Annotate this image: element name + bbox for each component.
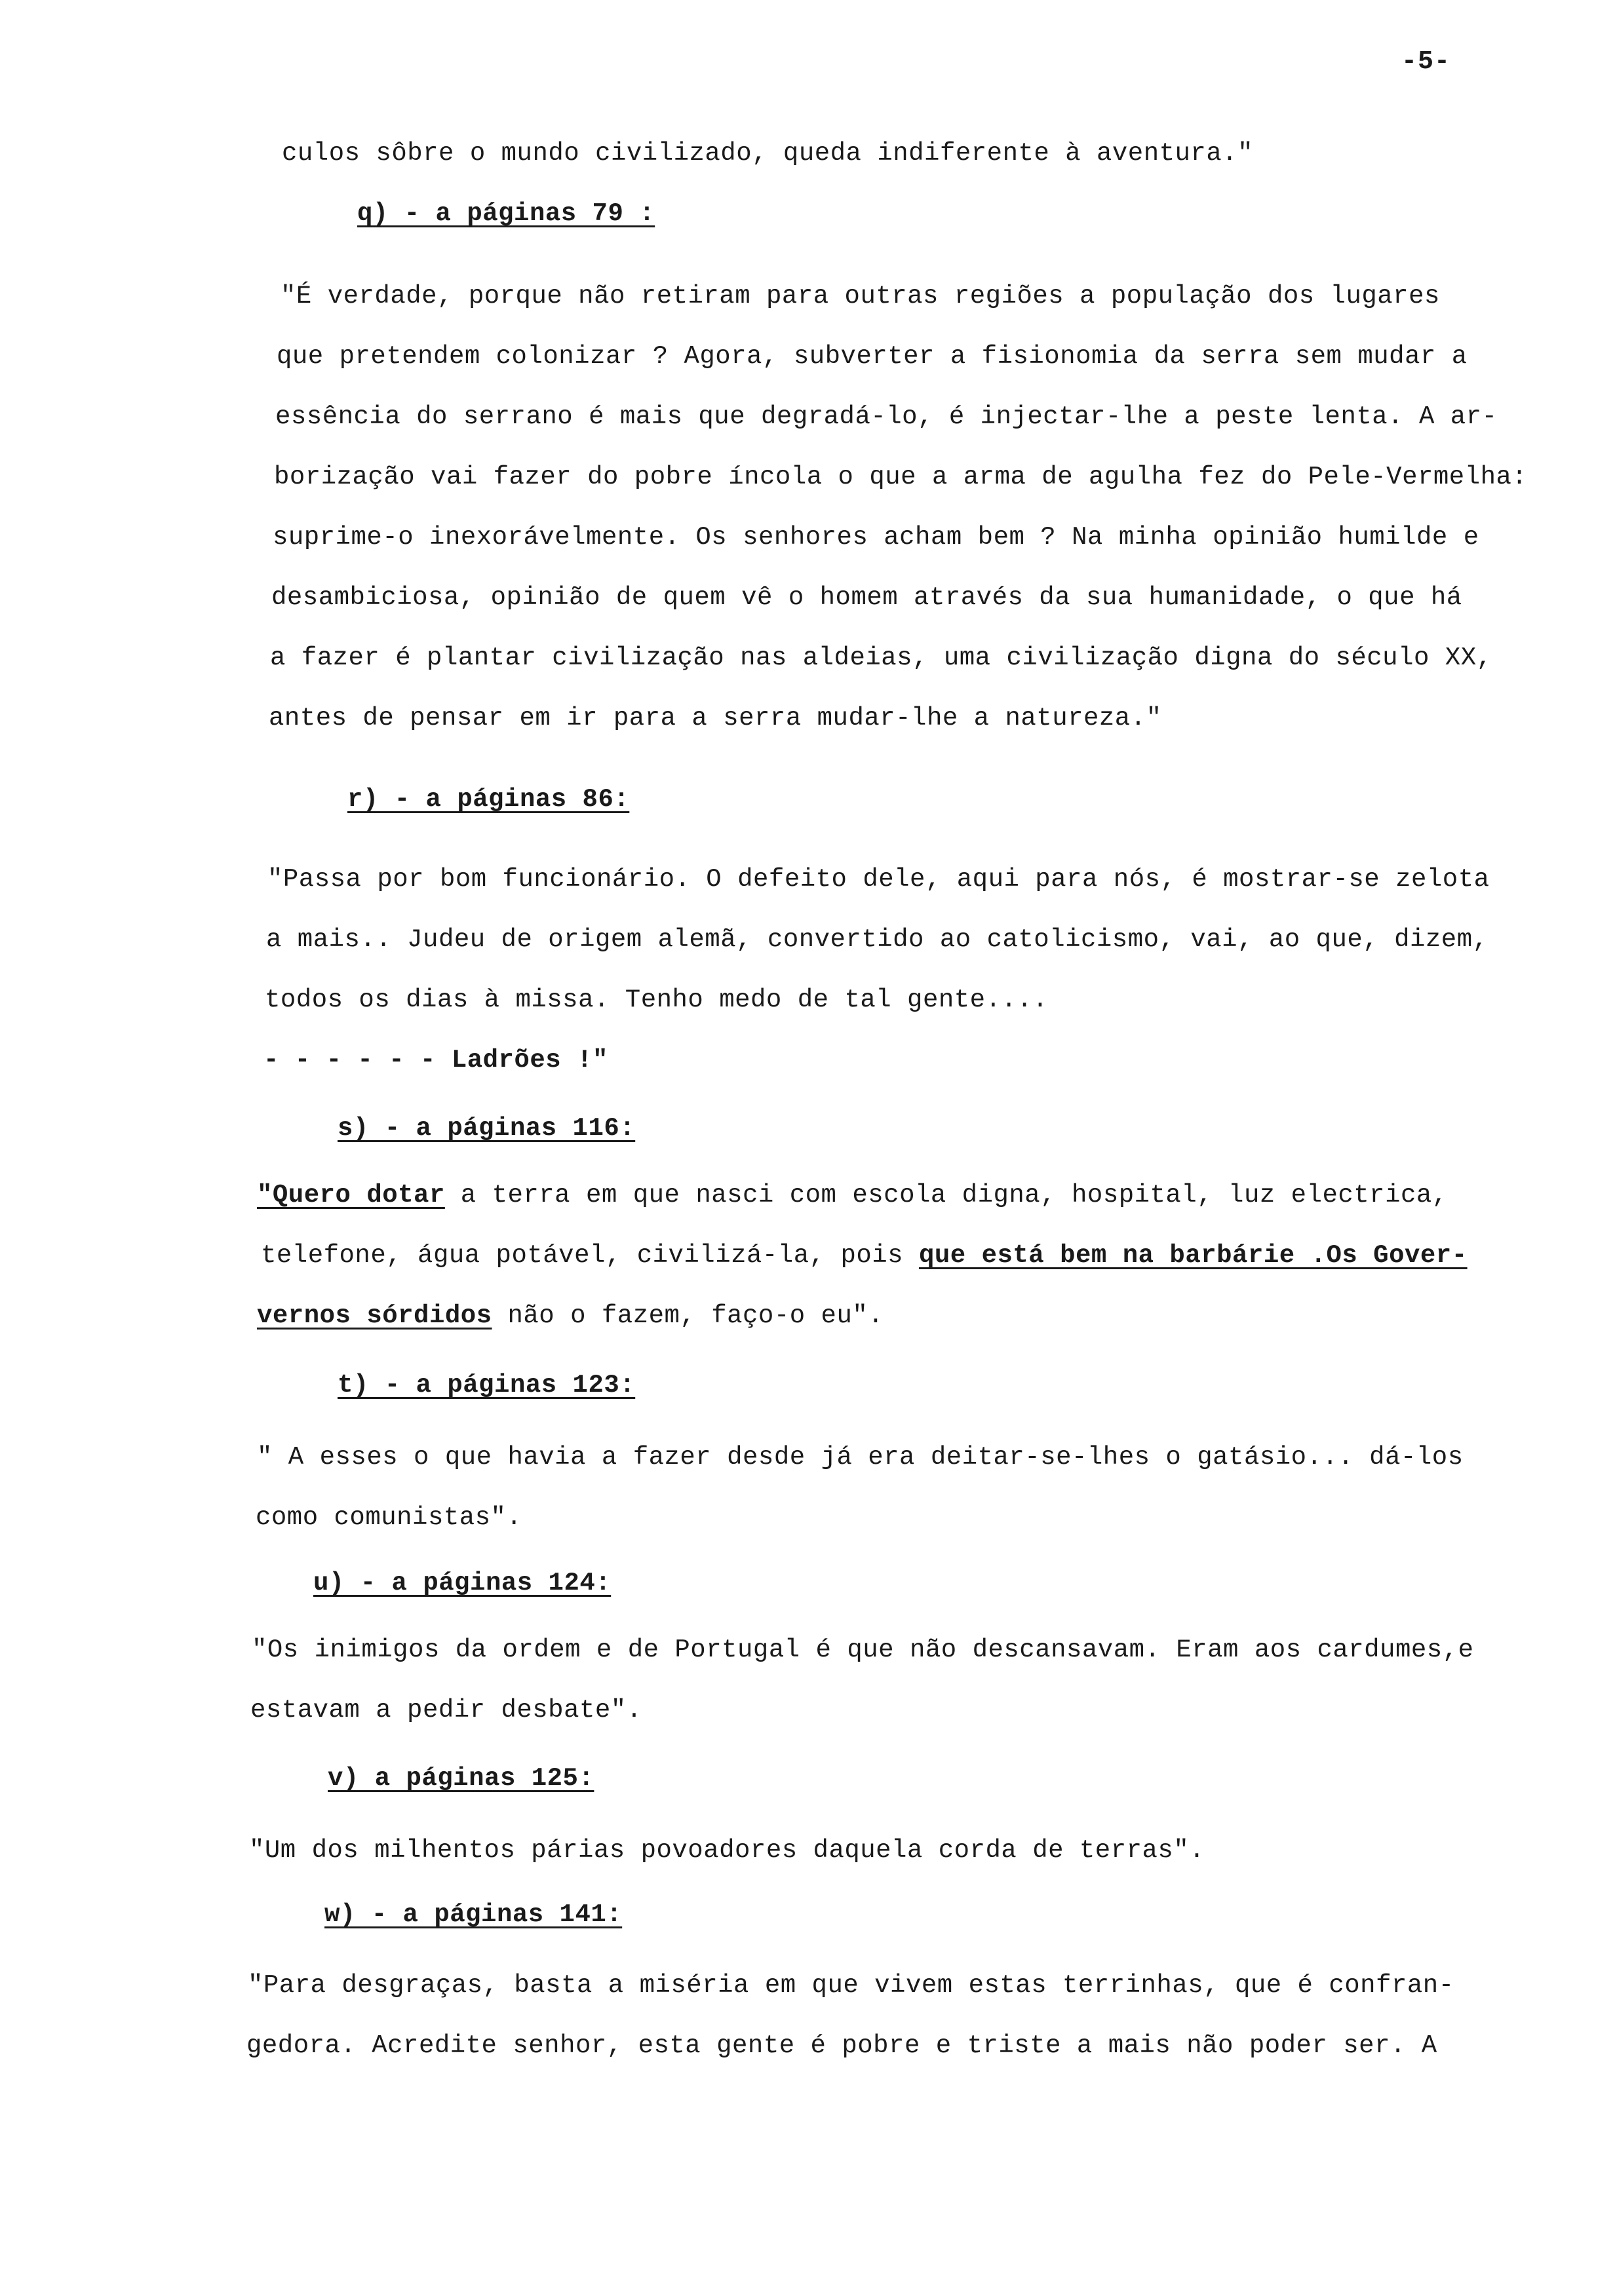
text-line: antes de pensar em ir para a serra mudar-lhe a natureza." xyxy=(269,704,1162,733)
underlined-text: que está bem na barbárie .Os Gover- xyxy=(918,1241,1468,1270)
text-line xyxy=(261,1240,1468,1271)
underlined-text: vernos sórdidos xyxy=(257,1301,492,1330)
text-line: "Para desgraças, basta a miséria em que vivem estas terrinhas, que é confran- xyxy=(248,1971,1454,2000)
text-span: a terra em que nasci com escola digna, hospital, luz electrica, xyxy=(444,1181,1448,1210)
text-line: "Um dos milhentos párias povoadores daquela corda de terras". xyxy=(249,1836,1205,1865)
text-line: "É verdade, porque não retiram para outras regiões a população dos lugares xyxy=(281,282,1440,311)
text-line: essência do serrano é mais que degradá-lo, é injectar-lhe a peste lenta. A ar- xyxy=(275,402,1498,431)
text-span: telefone, água potável, civilizá-la, pois xyxy=(261,1241,919,1270)
text-line: "Passa por bom funcionário. O defeito dele, aqui para nós, é mostrar-se zelota xyxy=(267,865,1490,894)
text-line: borização vai fazer do pobre íncola o que a arma de agulha fez do Pele-Vermelha: xyxy=(274,463,1528,491)
section-heading-u: u) - a páginas 124: xyxy=(313,1569,612,1598)
text-line: gedora. Acredite senhor, esta gente é pobre e triste a mais não poder ser. A xyxy=(246,2031,1437,2060)
text-line: suprime-o inexorávelmente. Os senhores acham bem ? Na minha opinião humilde e xyxy=(273,523,1479,552)
section-heading-q: q) - a páginas 79 : xyxy=(357,199,655,228)
text-line: " A esses o que havia a fazer desde já era deitar-se-lhes o gatásio... dá-los xyxy=(257,1443,1464,1472)
text-line: desambiciosa, opinião de quem vê o homem através da sua humanidade, o que há xyxy=(271,583,1462,612)
text-line: todos os dias à missa. Tenho medo de tal gente.... xyxy=(265,985,1049,1014)
text-line: a fazer é plantar civilização nas aldeias, uma civilização digna do século XX, xyxy=(270,643,1492,672)
text-line: - - - - - - Ladrões !" xyxy=(263,1046,608,1075)
text-line: culos sôbre o mundo civilizado, queda indiferente à aventura." xyxy=(282,139,1254,168)
section-heading-w: w) - a páginas 141: xyxy=(324,1900,623,1929)
text-line: que pretendem colonizar ? Agora, subverter a fisionomia da serra sem mudar a xyxy=(277,342,1468,371)
section-heading-r: r) - a páginas 86: xyxy=(347,785,630,814)
page-number: -5- xyxy=(1401,47,1451,77)
text-line xyxy=(257,1300,884,1331)
text-line: "Os inimigos da ordem e de Portugal é que não descansavam. Eram aos cardumes,e xyxy=(252,1636,1474,1664)
text-line: como comunistas". xyxy=(256,1503,522,1532)
section-heading-s: s) - a páginas 116: xyxy=(338,1114,636,1143)
section-heading-t: t) - a páginas 123: xyxy=(338,1371,636,1400)
text-span: não o fazem, faço-o eu". xyxy=(492,1301,884,1330)
underlined-text: "Quero dotar xyxy=(257,1181,445,1210)
text-line: a mais.. Judeu de origem alemã, convertido ao catolicismo, vai, ao que, dizem, xyxy=(266,925,1489,954)
text-line xyxy=(257,1179,1448,1211)
section-heading-v: v) a páginas 125: xyxy=(328,1764,594,1793)
text-line: estavam a pedir desbate". xyxy=(250,1696,642,1725)
